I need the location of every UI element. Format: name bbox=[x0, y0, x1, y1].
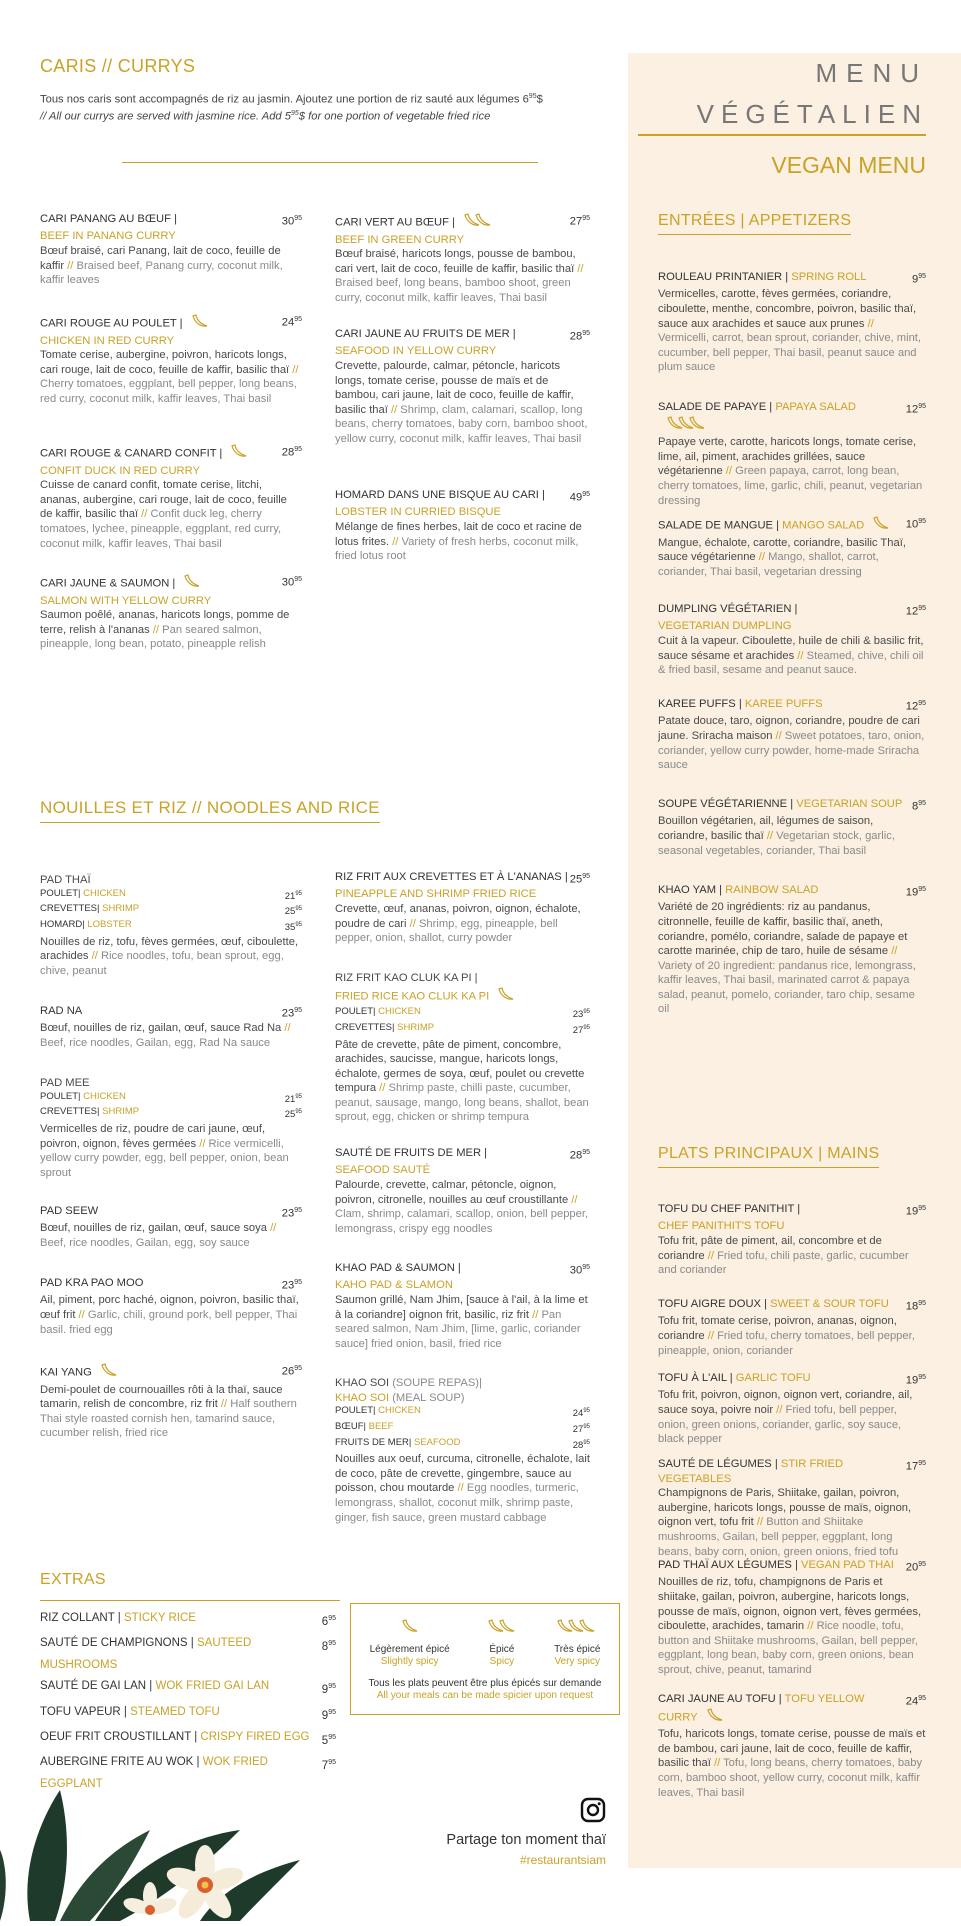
item-name-row bbox=[658, 1297, 926, 1314]
protein-option[interactable]: POULET| CHICKEN $23^{95}$ bbox=[335, 1006, 590, 1021]
curries-title: CARIS // CURRYS bbox=[40, 56, 196, 76]
item-name-row bbox=[335, 488, 590, 505]
menu-item-kao-cluk-ka-pi[interactable]: RIZ FRIT KAO CLUK KA PI | FRIED RICE KAO CLUK KA PI POULET| CHICKEN $23^{95}$ CREVETTES| SHRIMP $27^{95}$ Pâte de crevette, pâte de piment, concombre, arachides, saucisse, mangue, haricots longs, échalote, germes de soya, œuf, poulet ou crevette tempura // Shrimp paste, chilli paste, cucumber, peanut, sausage, mango, long beans, shallot, bean sprout, egg, chicken or shrimp tempura bbox=[335, 972, 590, 1124]
chili-icon bbox=[463, 212, 493, 233]
item-name-en: KAREE PUFFS bbox=[744, 698, 823, 710]
item-name-en: SALMON WITH YELLOW CURRY bbox=[40, 594, 212, 607]
extra-item[interactable]: TOFU VAPEUR | STEAMED TOFU $9^{95}$ bbox=[40, 1705, 336, 1722]
item-price: $24^{95}$ bbox=[281, 316, 302, 329]
item-description: Papaye verte, carotte, haricots longs, tomate cerise, lime, ail, piment, arachides grillées, sauce végétarienne // Green papaya, carrot, long bean, cherry tomatoes, lime, garlic, chili, peanut, vegetarian dressing bbox=[658, 436, 923, 507]
item-name-fr: KHAO YAM | bbox=[658, 884, 723, 896]
item-price: $30^{95}$ bbox=[281, 215, 302, 228]
spice-level: Légèrement épicé Slightly spicy bbox=[370, 1618, 450, 1668]
item-name-fr: ROULEAU PRINTANIER | bbox=[658, 271, 789, 283]
extra-item[interactable]: AUBERGINE FRITE AU WOK | WOK FRIED EGGPLANT $7^{95}$ bbox=[40, 1756, 336, 1790]
extra-item[interactable]: OEUF FRIT CROUSTILLANT | CRISPY FIRED EGG $5^{95}$ bbox=[40, 1730, 336, 1747]
item-name-row bbox=[40, 212, 302, 229]
item-name-fr: SOUPE VÉGÉTARIENNE | bbox=[658, 798, 794, 810]
protein-option[interactable]: FRUITS DE MER| SEAFOOD $28^{95}$ bbox=[335, 1436, 590, 1451]
item-price: $20^{95}$ bbox=[905, 1561, 926, 1574]
item-name-en: BEEF IN GREEN CURRY bbox=[335, 233, 465, 246]
item-name-fr: CARI JAUNE & SAUMON | bbox=[40, 577, 176, 590]
item-description: Tofu frit, tomate cerise, poivron, ananas, oignon, coriandre // Fried tofu, cherry tomatoes, bell pepper, pineapple, onion, coriander bbox=[658, 1315, 915, 1357]
item-name-fr: SALADE DE PAPAYE | bbox=[658, 401, 773, 413]
item-name-fr: CARI ROUGE & CANARD CONFIT | bbox=[40, 447, 223, 460]
menu-item-pad-mee[interactable]: PAD MEE POULET| CHICKEN $21^{95}$ CREVETTES| SHRIMP $25^{95}$ Vermicelles de riz, poudre de cari jaune, œuf, poivron, oignon, fèves germées // Rice vermicelli, yellow curry powder, egg, bell pepper, onion, bean sprout bbox=[40, 1077, 302, 1179]
item-price: $12^{95}$ bbox=[905, 605, 926, 618]
protein-option[interactable]: CREVETTES| SHRIMP $25^{95}$ bbox=[40, 1106, 302, 1121]
item-name-en: RAINBOW SALAD bbox=[725, 884, 819, 896]
menu-item-khao-pad-salmon[interactable]: KHAO PAD & SAUMON | $30^{95}$ KAHO PAD & SLAMON Saumon grillé, Nam Jhim, [sauce à l'ail, à la lime et à la coriandre] oignon frit, basilic, riz frit // Pan seared salmon, Nam Jhim, [lime, garlic, coriander sauce] fried onion, basil, fried rice bbox=[335, 1262, 590, 1350]
vegan-vegetalien-label: VÉGÉTALIEN bbox=[696, 99, 928, 129]
menu-item-curry[interactable] bbox=[40, 573, 302, 652]
item-description: Tofu, haricots longs, tomate cerise, pousse de maïs et de bambou, cari jaune, lait de coco, feuille de kaffir, basilic thaï // Tofu, long beans, cherry tomatoes, baby corn, bamboo shoot, yellow curry, coconut milk, kaffir leaves, Thai basil bbox=[658, 1728, 926, 1799]
menu-item-curry[interactable] bbox=[40, 443, 302, 551]
menu-item-main[interactable] bbox=[658, 1297, 926, 1358]
item-price: $12^{95}$ bbox=[905, 403, 926, 416]
item-name-fr: CARI ROUGE AU POULET | bbox=[40, 317, 183, 330]
protein-option[interactable]: CREVETTES| SHRIMP $27^{95}$ bbox=[335, 1021, 590, 1036]
vegan-menu-title: VEGAN MENU bbox=[771, 152, 926, 178]
item-description: Patate douce, taro, oignon, coriandre, poudre de cari jaune. Sriracha maison // Sweet potatoes, taro, onion, coriander, yellow curry powder, home-made Sriracha sauce bbox=[658, 715, 925, 772]
item-name-row bbox=[40, 573, 302, 594]
chili-icon bbox=[191, 313, 209, 334]
item-name-fr: PAD THAÏ AUX LÉGUMES | bbox=[658, 1559, 798, 1571]
menu-item-khao-soi[interactable]: KHAO SOI (SOUPE REPAS)| KHAO SOI (MEAL SOUP) POULET| CHICKEN $24^{95}$ BŒUF| BEEF $27^{95}$ FRUITS DE MER| SEAFOOD $28^{95}$ Nouilles aux oeuf, curcuma, citronelle, échalote, lait de coco, pâte de crevette, gingembre, sauce au poisson, chou moutarde // Egg noodles, turmeric, lemongrass, shallot, coconut milk, shrimp paste, ginger, fish sauce, green mustard cabbage bbox=[335, 1377, 590, 1524]
item-description: Saumon poêlé, ananas, haricots longs, pomme de terre, relish à l'ananas // Pan seared salmon, pineapple, long bean, potato, pineapple relish bbox=[40, 609, 290, 651]
item-description: Tomate cerise, aubergine, poivron, haricots longs, cari rouge, lait de coco, feuille de kaffir, basilic thaï // Cherry tomatoes, eggplant, bell pepper, long beans, red curry, coconut milk, kaffir leaves, Thai basil bbox=[40, 349, 299, 405]
item-description: Champignons de Paris, Shiitake, gailan, poivron, aubergine, haricots longs, pousse de maïs, oignon, oignon vert, tofu frit // Button and Shiitake mushrooms, Gailan, bell pepper, eggplant, long beans, baby corn, onion, green onions, fried tofu bbox=[658, 1487, 912, 1558]
item-name-fr: DUMPLING VÉGÉTARIEN | bbox=[658, 603, 798, 615]
item-price: $9^{95}$ bbox=[911, 273, 926, 286]
item-name-row bbox=[335, 212, 590, 233]
chili-icon bbox=[183, 573, 201, 594]
item-price: $49^{95}$ bbox=[569, 491, 590, 504]
vegan-header-divider bbox=[638, 134, 926, 136]
extra-item[interactable]: SAUTÉ DE GAI LAN | WOK FRIED GAI LAN $9^{95}$ bbox=[40, 1680, 336, 1697]
item-price: $8^{95}$ bbox=[911, 800, 926, 813]
item-name-row bbox=[658, 400, 926, 435]
instagram-icon[interactable] bbox=[580, 1797, 606, 1823]
tropical-flower-decoration bbox=[0, 1760, 330, 1921]
appetizers-title: ENTRÉES | APPETIZERS bbox=[658, 212, 851, 235]
protein-option[interactable]: BŒUF| BEEF $27^{95}$ bbox=[335, 1420, 590, 1435]
menu-item-appetizer[interactable] bbox=[658, 697, 926, 773]
protein-option[interactable]: POULET| CHICKEN $21^{95}$ bbox=[40, 887, 302, 902]
spice-level: Très épicé Very spicy bbox=[554, 1618, 600, 1668]
item-name-fr: HOMARD DANS UNE BISQUE AU CARI | bbox=[335, 489, 545, 501]
item-description: Mélange de fines herbes, lait de coco et racine de lotus frites. // Variety of fresh herbs, coconut milk, fried lotus root bbox=[335, 520, 582, 563]
item-description: Nouilles de riz, tofu, fèves germées, œuf, ciboulette, arachides // Rice noodles, tofu, bean sprout, egg, chive, peanut bbox=[40, 935, 299, 977]
menu-item-appetizer[interactable] bbox=[658, 515, 926, 579]
extras-divider bbox=[40, 1600, 340, 1601]
item-price: $17^{95}$ bbox=[905, 1460, 926, 1473]
chili-icon bbox=[872, 515, 890, 536]
item-name-fr: SAUTÉ DE LÉGUMES | bbox=[658, 1458, 778, 1470]
item-name-en: SPRING ROLL bbox=[791, 271, 867, 283]
noodles-title: NOUILLES ET RIZ // NOODLES AND RICE bbox=[40, 798, 380, 823]
item-description: Variété de 20 ingrédients: riz au pandanus, citronnelle, feuille de kaffir, basilic thaï, aneth, coriandre, pomélo, coriandre, salade de papaye et carotte marinée, chip de taro, huile de sésame // Variety of 20 ingredient: pandanus rice, lemongrass, kaffir leaves, Thai basil, marinated carrot & papaya salad, peanut, pomelo, coriander, taro chip, sesame oil bbox=[658, 901, 916, 1016]
item-description: Cuit à la vapeur. Ciboulette, huile de chili & basilic frit, sauce sésame et arachides // Steamed, chive, chili oil & fried basil, sesame and peanut sauce. bbox=[658, 634, 924, 677]
item-description: Bouillon végétarien, ail, légumes de saison, coriandre, basilic thaï // Vegetarian stock, garlic, seasonal vegetables, coriander, Thai basil bbox=[658, 815, 895, 857]
protein-option[interactable]: CREVETTES| SHRIMP $25^{95}$ bbox=[40, 903, 302, 918]
item-name-row bbox=[658, 602, 926, 619]
sub-options bbox=[40, 888, 302, 935]
menu-item-appetizer[interactable] bbox=[658, 400, 926, 508]
spice-note-en: All your meals can be made spicier upon request bbox=[376, 1690, 594, 1701]
item-name-en: TOFU YELLOW CURRY bbox=[658, 1693, 865, 1723]
social-hashtag[interactable]: #restaurantsiam bbox=[519, 1853, 606, 1867]
spice-legend bbox=[350, 1603, 620, 1715]
item-price: $28^{95}$ bbox=[281, 446, 302, 459]
item-name-fr: CARI PANANG AU BŒUF | bbox=[40, 213, 177, 225]
protein-option[interactable]: POULET| CHICKEN $24^{95}$ bbox=[335, 1405, 590, 1420]
curries-divider bbox=[122, 162, 538, 163]
item-price: $12^{95}$ bbox=[905, 700, 926, 713]
menu-item-rad-na[interactable]: RAD NA $23^{95}$ Bœuf, nouilles de riz, gailan, œuf, sauce Rad Na // Beef, rice noodles, Gailan, egg, Rad Na sauce bbox=[40, 1005, 302, 1049]
protein-option[interactable]: HOMARD| LOBSTER $35^{95}$ bbox=[40, 918, 302, 934]
item-price: $30^{95}$ bbox=[281, 576, 302, 589]
menu-item-curry[interactable] bbox=[335, 327, 590, 446]
item-name-fr: TOFU DU CHEF PANITHIT | bbox=[658, 1203, 801, 1215]
item-price: $19^{95}$ bbox=[905, 886, 926, 899]
item-price: $28^{95}$ bbox=[569, 330, 590, 343]
item-name-fr: CARI JAUNE AU FRUITS DE MER | bbox=[335, 328, 516, 340]
item-name-row bbox=[335, 327, 590, 344]
item-name-row bbox=[658, 270, 926, 287]
item-description: Tofu frit, pâte de piment, ail, concombre et de coriandre // Fried tofu, chili paste, garlic, cucumber and coriander bbox=[658, 1234, 909, 1277]
menu-item-pineapple-fried-rice[interactable]: RIZ FRIT AUX CREVETTES ET À L'ANANAS | $25^{95}$ PINEAPPLE AND SHRIMP FRIED RICE Crevette, œuf, ananas, poivron, oignon, échalote, poudre de cari // Shrimp, egg, pineapple, bell pepper, onion, shallot, curry powder bbox=[335, 871, 590, 945]
mains-title: PLATS PRINCIPAUX | MAINS bbox=[658, 1145, 879, 1168]
item-name-row bbox=[658, 1558, 926, 1575]
item-name-fr: CARI VERT AU BŒUF | bbox=[335, 216, 455, 229]
item-name-en: PAPAYA SALAD bbox=[775, 401, 856, 413]
item-description: Nouilles de riz, tofu, champignons de Paris et shiitake, gailan, poivron, aubergine, haricots longs, pousse de maïs, oignon, oignon vert, fèves germées, ciboulette, arachides, tamarin // Rice noodle, tofu, button and Shiitake mushrooms, Gailan, bell pepper, eggplant, long bean, baby corn, green onions, bean sprout, chive, peanut, tamarind bbox=[658, 1576, 922, 1676]
item-description: Tofu frit, poivron, oignon, oignon vert, coriandre, ail, sauce soya, poivre noir // Fried tofu, bell pepper, onion, green onions, coriander, garlic, soy sauce, black pepper bbox=[658, 1389, 913, 1446]
chili-icon bbox=[706, 1707, 724, 1728]
extra-item[interactable]: SAUTÉ DE CHAMPIGNONS | SAUTEED MUSHROOMS $8^{95}$ bbox=[40, 1637, 336, 1671]
item-name-row bbox=[658, 1371, 926, 1388]
item-price: $19^{95}$ bbox=[905, 1205, 926, 1218]
item-name-fr: CARI JAUNE AU TOFU | bbox=[658, 1693, 782, 1705]
curries-intro: Tous nos caris sont accompagnés de riz au jasmin. Ajoutez une portion de riz sauté aux légumes $6^{95}\$$ // All our currys are served with jasmine rice. Add $5^{95}\$$ for one portion of vegetable fried rice bbox=[40, 93, 543, 123]
item-description: Bœuf braisé, cari Panang, lait de coco, feuille de kaffir // Braised beef, Panang curry, coconut milk, kaffir leaves bbox=[40, 244, 283, 287]
item-name: PAD THAÏ bbox=[40, 874, 91, 886]
item-name-en: STIR FRIED VEGETABLES bbox=[658, 1458, 844, 1485]
item-name-fr: KAREE PUFFS | bbox=[658, 698, 742, 710]
menu-item-main[interactable] bbox=[658, 1371, 926, 1447]
chili-icon bbox=[666, 415, 708, 436]
item-name-row bbox=[658, 1692, 926, 1727]
item-description: Crevette, palourde, calmar, pétoncle, haricots longs, tomate cerise, pousse de maïs et de bambou, cari jaune, lait de coco, feuille de kaffir, basilic thaï // Shrimp, clam, calamari, scallop, long beans, cherry tomatoes, baby corn, bamboo shoot, yellow curry, coconut milk, kaffir leaves, Thai basil bbox=[335, 359, 588, 445]
item-name-en: CONFIT DUCK IN RED CURRY bbox=[40, 464, 200, 477]
item-price: $10^{95}$ bbox=[905, 518, 926, 531]
item-name-row bbox=[658, 797, 926, 814]
item-name-fr: TOFU AIGRE DOUX | bbox=[658, 1298, 767, 1310]
menu-item-pad-seew[interactable]: PAD SEEW $23^{95}$ Bœuf, nouilles de riz, gailan, œuf, sauce soya // Beef, rice noodles, Gailan, egg, soy sauce bbox=[40, 1205, 302, 1249]
menu-item-curry[interactable] bbox=[335, 488, 590, 564]
menu-item-main[interactable] bbox=[658, 1558, 926, 1677]
menu-item-main[interactable] bbox=[658, 1457, 926, 1559]
item-name-en: VEGAN PAD THAI bbox=[801, 1559, 894, 1571]
menu-item-kai-yang[interactable]: KAI YANG $26^{95}$ Demi-poulet de cournouailles rôti à la thaï, sauce tamarin, relish de concombre, riz frit // Half southern Thai style roasted cornish hen, tamarind sauce, cucumber relish, fried rice bbox=[40, 1362, 302, 1441]
extra-item[interactable]: RIZ COLLANT | STICKY RICE $6^{95}$ bbox=[40, 1612, 336, 1628]
chili-icon bbox=[487, 1618, 517, 1638]
item-name-en: GARLIC TOFU bbox=[735, 1372, 811, 1384]
item-name-en: SEAFOOD IN YELLOW CURRY bbox=[335, 345, 497, 358]
protein-option[interactable]: POULET| CHICKEN $21^{95}$ bbox=[40, 1090, 302, 1105]
menu-item-seafood-saute[interactable]: SAUTÉ DE FRUITS DE MER | $28^{95}$ SEAFOOD SAUTÉ Palourde, crevette, calmar, pétoncle, oignon, poivron, citronelle, nouilles au œuf croustillante // Clam, shrimp, calamari, scallop, onion, bell pepper, lemongrass, crispy egg noodles bbox=[335, 1147, 590, 1235]
item-name-row bbox=[40, 313, 302, 334]
item-name-row bbox=[658, 883, 926, 900]
item-description: Mangue, échalote, carotte, coriandre, basilic Thaï, sauce végétarienne // Mango, shallot, carrot, coriander, Thai basil, vegetarian dressing bbox=[658, 536, 906, 578]
item-name-row bbox=[658, 1202, 926, 1219]
item-name-en: VEGETARIAN DUMPLING bbox=[658, 620, 792, 633]
chili-icon bbox=[100, 1362, 118, 1383]
item-name-en: CHEF PANITHIT'S TOFU bbox=[658, 1220, 785, 1233]
social-tagline: Partage ton moment thaï bbox=[446, 1832, 606, 1848]
spice-level: Épicé Spicy bbox=[487, 1618, 517, 1668]
item-name-row bbox=[658, 1457, 926, 1486]
item-name-en: MANGO SALAD bbox=[782, 519, 865, 532]
chili-icon bbox=[370, 1618, 450, 1638]
menu-item-appetizer[interactable] bbox=[658, 883, 926, 1017]
item-price: $24^{95}$ bbox=[905, 1695, 926, 1708]
item-price: $18^{95}$ bbox=[905, 1300, 926, 1313]
item-name-fr: TOFU À L'AIL | bbox=[658, 1372, 733, 1384]
item-price: $27^{95}$ bbox=[569, 215, 590, 228]
menu-item-main[interactable] bbox=[658, 1692, 926, 1800]
item-name-en: BEEF IN PANANG CURRY bbox=[40, 230, 176, 243]
item-name-en: LOBSTER IN CURRIED BISQUE bbox=[335, 506, 501, 519]
menu-item-curry[interactable] bbox=[40, 313, 302, 407]
item-description: Bœuf braisé, haricots longs, pousse de bambou, cari vert, lait de coco, feuille de kaffir, basilic thaï // Braised beef, long beans, bamboo shoot, green curry, coconut milk, kaffir leaves, Thai basil bbox=[335, 248, 584, 304]
item-price: $19^{95}$ bbox=[905, 1374, 926, 1387]
item-name-row bbox=[658, 515, 926, 536]
menu-item-appetizer[interactable] bbox=[658, 270, 926, 375]
item-name-en: VEGETARIAN SOUP bbox=[796, 798, 903, 810]
item-name-fr: SALADE DE MANGUE | bbox=[658, 519, 780, 532]
chili-icon bbox=[554, 1618, 600, 1638]
menu-item-main[interactable] bbox=[658, 1202, 926, 1278]
item-description: Cuisse de canard confit, tomate cerise, litchi, ananas, aubergine, cari rouge, lait de coco, feuille de kaffir, basilic thaï // Confit duck leg, cherry tomatoes, lychee, pineapple, eggplant, red curry, coconut milk, kaffir leaves, Thai basil bbox=[40, 479, 287, 550]
menu-item-appetizer[interactable] bbox=[658, 797, 926, 858]
item-name-row bbox=[658, 697, 926, 714]
menu-item-appetizer[interactable] bbox=[658, 602, 926, 678]
menu-item-curry[interactable] bbox=[40, 212, 302, 288]
menu-item-curry[interactable] bbox=[335, 212, 590, 306]
spice-levels bbox=[351, 1618, 619, 1668]
item-name-en: SWEET & SOUR TOFU bbox=[770, 1298, 889, 1310]
item-name-row bbox=[40, 443, 302, 464]
chili-icon bbox=[497, 986, 515, 1007]
chili-icon bbox=[230, 443, 248, 464]
menu-item-pad-kra-pao[interactable]: PAD KRA PAO MOO $23^{95}$ Ail, piment, porc haché, oignon, poivron, basilic thaï, œuf frit // Garlic, chili, ground pork, bell pepper, Thai basil. fried egg bbox=[40, 1277, 302, 1336]
extras-title: EXTRAS bbox=[40, 1571, 106, 1588]
menu-item-pad-thai[interactable] bbox=[40, 873, 302, 978]
vegan-menu-label: MENU bbox=[815, 58, 928, 88]
item-description: Vermicelles, carotte, fèves germées, coriandre, ciboulette, menthe, concombre, poivron, basilic thaï, sauce aux arachides et sauce aux prunes // Vermicelli, carrot, bean sprout, coriander, chive, mint, cucumber, bell pepper, Thai basil, peanut sauce and plum sauce bbox=[658, 288, 922, 374]
spice-note-fr: Tous les plats peuvent être plus épicés sur demande bbox=[368, 1678, 602, 1689]
item-name-en: CHICKEN IN RED CURRY bbox=[40, 334, 175, 347]
